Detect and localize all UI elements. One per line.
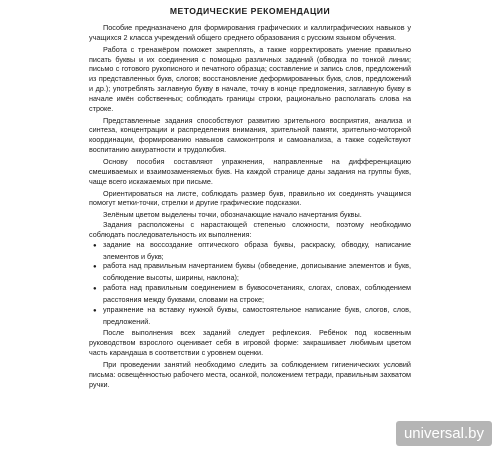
paragraph-development: Представленные задания способствуют развитию зрительного восприятия, анализа и синтеза, концентрации и распределения внимания, зрительной памяти, зрительно-моторной координации, формированию навыков самоконтроля и самоанализа, а также содействуют воспитанию аккуратности и трудолюбия. bbox=[89, 115, 411, 155]
list-item bbox=[89, 283, 411, 305]
paragraph-trainer: Работа с тренажёром поможет закреплять, а также корректировать умение правильно писать буквы и их соединения с помощью различных заданий (обводка по тонкой линии; письмо с готового рукописного и печатного образца; составление и запись слов, предложений из представленных букв, слогов; восстановление деформированных букв, слов, предложений и др.); употреблять заглавную букву в начале, точку в конце предложения, заглавную букву в начале имён собственных; соблюдать границы строки, рационально располагать слова на строке. bbox=[89, 44, 411, 113]
list-item-text: упражнение на вставку нужной буквы, самостоятельное написание букв, слогов, слов, предложений. bbox=[103, 304, 411, 326]
paragraph-intro: Пособие предназначено для формирования графических и каллиграфических навыков у учащихся 2 класса учреждений общего среднего образования с русским языком обучения. bbox=[89, 23, 411, 42]
bullet-icon: ● bbox=[93, 286, 97, 293]
watermark: universal.by bbox=[396, 421, 492, 446]
paragraph-reflection: После выполнения всех заданий следует рефлексия. Ребёнок под косвенным руководством взрослого оценивает себя в игровой форме: закрашивает любимым цветом часть карандаша в соответствии с уровнем оценки. bbox=[89, 328, 411, 358]
paragraph-hygiene: При проведении занятий необходимо следить за соблюдением гигиенических условий письма: освещённостью рабочего места, осанкой, положением тетради, правильным захватом ручки. bbox=[89, 360, 411, 389]
list-item-text: работа над правильным соединением в буквосочетаниях, слогах, словах, соблюдением расстояния между буквами, словами на строке; bbox=[103, 283, 411, 304]
list-item-text: работа над правильным начертанием буквы (обведение, дописывание элементов и букв, соблюдение высоты, ширины, наклона); bbox=[103, 261, 411, 283]
bullet-icon: ● bbox=[93, 307, 97, 314]
list-item bbox=[89, 305, 411, 327]
bullet-icon: ● bbox=[93, 242, 97, 249]
paragraph-green-dots: Зелёным цветом выделены точки, обозначающие начало начертания буквы. bbox=[103, 210, 362, 220]
list-item-text: задание на воссоздание оптического образа буквы, раскраску, обводку, написание элементов и букв; bbox=[103, 239, 411, 261]
paragraph-orientation: Ориентироваться на листе, соблюдать размер букв, правильно их соединять учащимся помогут метки-точки, стрелки и другие графические подсказки. bbox=[89, 188, 411, 208]
list-item bbox=[89, 261, 411, 283]
paragraph-basis: Основу пособия составляют упражнения, направленные на дифференциацию смешиваемых и взаимозаменяемых букв. На каждой странице даны задания на группы букв, чаще всего искажаемых при письме. bbox=[89, 156, 411, 186]
paragraph-sequence: Задания расположены с нарастающей степенью сложности, поэтому необходимо соблюдать последовательность их выполнения: bbox=[89, 220, 411, 239]
document-page bbox=[89, 6, 411, 390]
bullet-icon: ● bbox=[93, 264, 97, 271]
page-title: МЕТОДИЧЕСКИЕ РЕКОМЕНДАЦИИ bbox=[169, 6, 331, 16]
list-item bbox=[89, 240, 411, 262]
